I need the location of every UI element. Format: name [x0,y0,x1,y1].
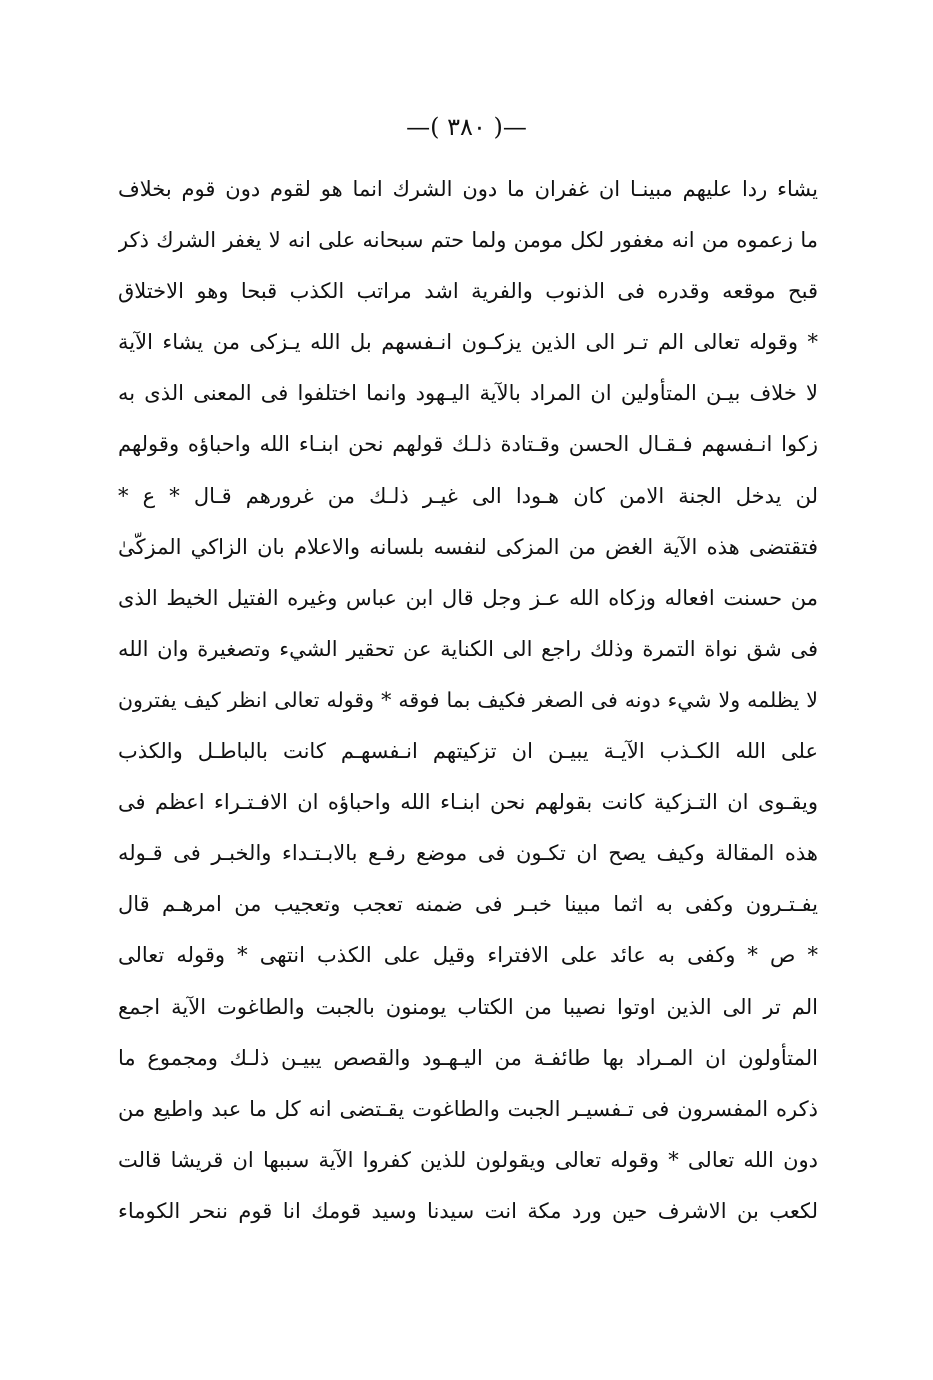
text-line: ذكره المفسرون فى تـفسيـر الجبت والطاغوت يقـتضى انه كل ما عبد واطيع من [118,1096,818,1121]
text-line: زكوا انـفسهم فـقـال الحسن وقـتادة ذلـك قولهم نحن ابنـاء الله واحباؤه وقولهم [118,432,818,457]
text-line: لا يظلمه ولا شيء دونه فى الصغر فكيف بما فوقه * وقوله تعالى انظر كيف يفترون [118,687,818,712]
text-line: ويقـوى ان التـزكية كانت بقولهم نحن ابنـاء الله واحباؤه ان الافـتـراء اعظم فى [118,790,818,815]
text-line: هذه المقالة وكيف يصح ان تكـون فى موضع رفـع بالابـتـداء والخبـر فى قـوله [118,841,818,866]
text-line: يشاء ردا عليهم مبينـا ان غفران ما دون الشرك انما هو لقوم دون قوم بخلاف [118,177,818,201]
text-line: قبح موقعه وقدره فى الذنوب والفرية اشد مراتب الكذب قبحا وهو الاختلاق [118,279,818,304]
text-line: ما زعموه من انه مغفور لكل مومن ولما حتم سبحانه على انه لا يغفر الشرك ذكر [118,228,818,253]
text-line: يفـتـرون وكفى به اثما مبينا خبـر فى ضمنه تعجب وتعجيب من امرهـم قال [118,892,818,917]
text-line: فى شق نواة التمرة وذلك راجع الى الكناية عن تحقير الشيء وتصغيرة وان الله [118,636,818,661]
text-line: المتأولون ان المـراد بها طائفـة من اليـهـود والقصص يبيـن ذلـك ومجموع ما [118,1045,818,1070]
text-line: لكعب بن الاشرف حين ورد مكة انت سيدنا وسيد قومك انا قوم ننحر الكوماء [118,1198,818,1223]
text-line: لا خلاف بيـن المتأولين ان المراد بالآية اليـهود وانما اختلفوا فى المعنى الذى به [118,381,818,406]
body-text [118,164,818,1237]
text-line: الم تر الى الذين اوتوا نصيبا من الكتاب يومنون بالجبت والطاغوت الآية اجمع [118,994,818,1019]
text-line: فتقتضى هذه الآية الغض من المزكى لنفسه بلسانه والاعلام بان الزاكي المزكّىٰ [118,534,818,559]
text-line: دون الله تعالى * وقوله تعالى ويقولون للذين كفروا الآية سببها ان قريشا قالت [118,1147,818,1172]
text-line: لن يدخل الجنة الامن كان هـودا الى غيـر ذلـك من غرورهم قـال * ع * [118,483,818,508]
text-line: على الله الكـذب الآيـة يبيـن ان تزكيتهم انـفسهـم كانت بالباطـل والكذب [118,739,818,764]
text-line: * وقوله تعالى الم تـر الى الذين يزكـون انـفسهم بل الله يـزكى من يشاء الآية [118,330,818,355]
text-line: * ص * وكفى به عائد على الافتراء وقيل على الكذب انتهى * وقوله تعالى [118,943,818,968]
text-line: من حسنت افعاله وزكاه الله عـز وجل قال ابن عباس وغيره الفتيل الخيط الذى [118,585,818,610]
page-number: —( ٣٨٠ )— [406,113,527,141]
